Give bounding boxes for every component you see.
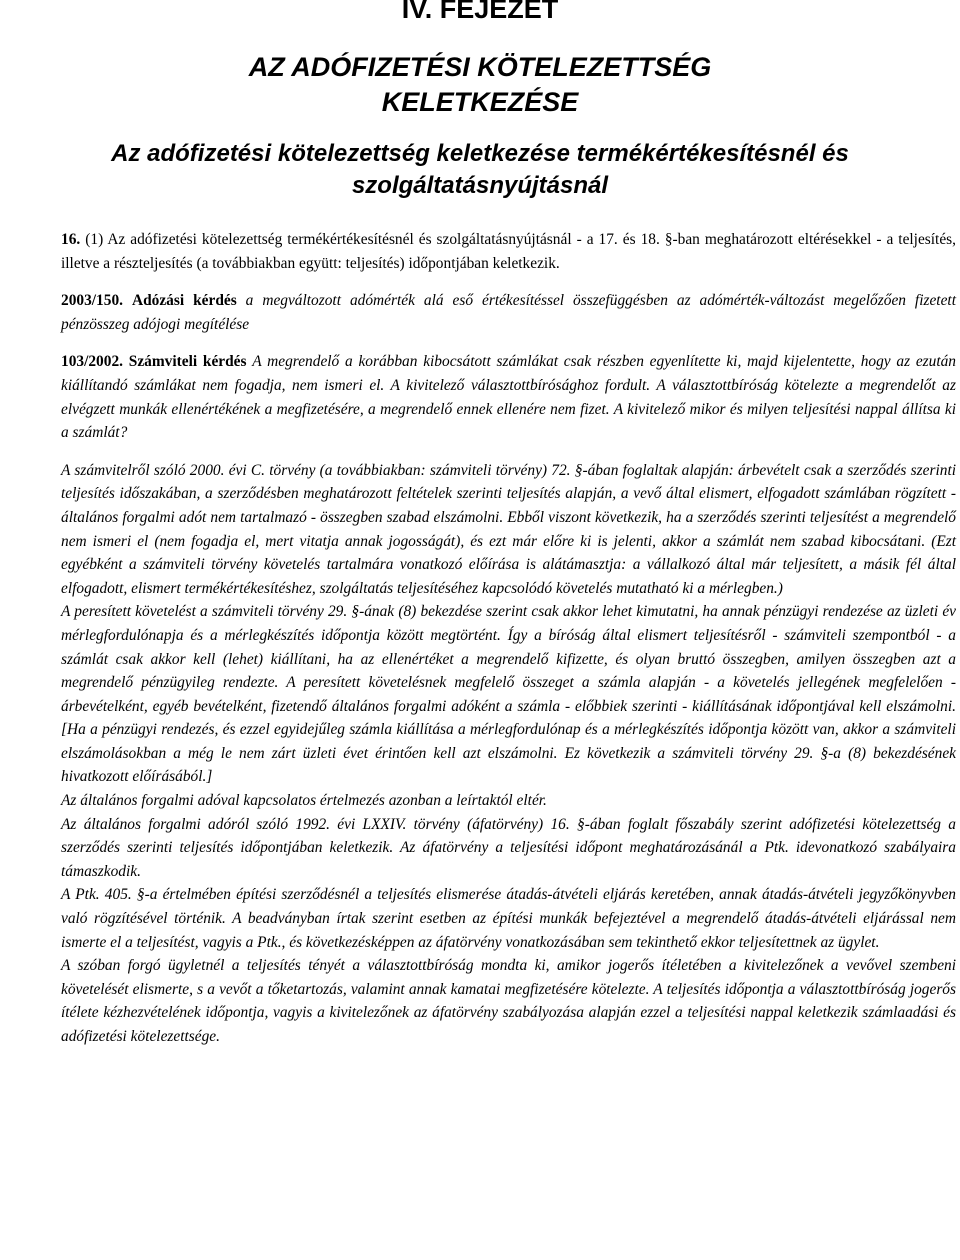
case-label: Számviteli kérdés [128, 353, 247, 371]
case-number: 2003/150. [61, 292, 123, 310]
answer-paragraph-1: A számvitelről szóló 2000. évi C. törvény (a továbbiakban: számviteli törvény) 72. §-ában foglaltak alapján: árbevételt csak a szerződés szerinti teljesítés időszakában, a szerződésben meghatározott feltételek szerinti teljesítés alapján, a vevő által elismert, elfogadott számlában rögzített - általános forgalmi adót nem tartalmazó - összegben szabad elszámolni. Ebből viszont következik, ha a szerződés szerinti teljesítést a megrendelő nem ismeri el (nem fogadja el, mert vitatja annak jogosságát), és ezt már előre ki is jelenti, akkor a számlát nem szabad kibocsátani. (Ezt egyébként a számviteli törvény követelés tartalmára vonatkozó előírása is alátámasztja: a vállalkozó által már teljesített, a másik fél által elfogadott, elismert termékértékesítéshez, szolgáltatás teljesítéséhez kapcsolódó követelés mutatható ki a mérlegben.) [61, 461, 956, 597]
case-text: a megváltozott adómérték alá eső értékesítéssel összefüggésben az adómérték-változást megelőzően fizetett pénzösszeg adójogi megítélése [61, 292, 956, 333]
chapter-title [0, 50, 960, 120]
answer-paragraph-2: A peresített követelést a számviteli törvény 29. §-ának (8) bekezdése szerint csak akkor lehet kimutatni, ha annak pénzügyi rendezése az üzleti év mérlegfordulónapja és a mérlegkészítés időpontja között megtörtént. Így a bíróság által elismert teljesítésről - számviteli szempontból - a számlát csak akkor kell (lehet) kiállítani, ha az ellenértéket a megrendelő kifizette, és olyan bruttó összegben, amilyen összegben azt a megrendelő pénzügyileg rendezte. A peresített követelésnek megfelelő összeget a számla alapján - a követelés jellegének megfelelően - árbevételként, egyéb bevételként, fizetendő általános forgalmi adóként a számla - előbbiek szerinti - kiállításának időpontjával kell elszámolni. [Ha a pénzügyi rendezés, és ezzel egyidejűleg számla kiállítása a mérlegfordulónap és a mérlegkészítés időpontja között van, akkor a számviteli elszámolásokban a még le nem zárt üzleti évet érintően kell azt elszámolni. Ez következik a számviteli törvény 29. §-a (8) bekezdésének hivatkozott előírásából.] [61, 603, 956, 786]
answer-paragraph-5: A Ptk. 405. §-a értelmében építési szerződésnél a teljesítés elismerése átadás-átvételi eljárás keretében, annak átadás-átvételi jegyzőkönyvben való rögzítésével történik. A beadványban írtak szerint esetben az építési munkák befejeztével a megrendelő átadás-átvételi eljárással nem ismerte el a teljesítést, vagyis a Ptk., és következésképpen az áfatörvény vonatkozásában sem tekinthető ekkor teljesítettnek az ügylet. [61, 886, 956, 951]
section-subtitle-line-1: Az adófizetési kötelezettség keletkezése termékértékesítésnél és [111, 140, 849, 167]
case-question: A megrendelő a korábban kibocsátott számlákat csak részben egyenlítette ki, majd kijelentette, hogy az ezután kiállítandó számlákat nem fogadja, nem ismeri el. A kivitelező választottbírósághoz fordult. A választottbíróság kötelezte a megrendelőt az elvégzett munkák ellenértékének a megfizetésére, a megrendelő ennek ellenére nem fizet. A kivitelező mikor és milyen teljesítési nappal állítsa ki a számlát? [61, 353, 956, 442]
section-16-text: (1) Az adófizetési kötelezettség termékértékesítésnél és szolgáltatásnyújtásnál - a 17. és 18. §-ban meghatározott eltérésekkel - a teljesítés, illetve a részteljesítés (a továbbiakban együtt: teljesítés) időpontjában keletkezik. [61, 231, 956, 272]
document-body [61, 228, 956, 1049]
answer-paragraph-4: Az általános forgalmi adóról szóló 1992. évi LXXIV. törvény (áfatörvény) 16. §-ában foglalt főszabály szerint adófizetési kötelezettség a szerződés szerinti teljesítés időpontjában keletkezik. Az áfatörvény a teljesítési időpont meghatározásánál a Ptk. idevonatkozó szabályaira támaszkodik. [61, 815, 956, 880]
chapter-title-line-2: KELETKEZÉSE [381, 87, 579, 117]
chapter-heading: IV. FEJEZET [401, 0, 559, 24]
case-2003-150 [61, 289, 956, 336]
case-label: Adózási kérdés [131, 292, 237, 310]
section-number: 16. [61, 231, 81, 248]
section-subtitle-line-2: szolgáltatásnyújtásnál [351, 172, 609, 199]
section-subtitle [0, 138, 960, 202]
section-16-paragraph [61, 228, 956, 275]
chapter-title-line-1: AZ ADÓFIZETÉSI KÖTELEZETTSÉG [248, 52, 712, 82]
case-103-2002 [61, 350, 956, 444]
answer-paragraph-3: Az általános forgalmi adóval kapcsolatos értelmezés azonban a leírtaktól eltér. [61, 792, 547, 810]
answer-paragraph-6: A szóban forgó ügyletnél a teljesítés tényét a választottbíróság mondta ki, amikor jogerős ítéletében a kivitelezőnek a vevővel szembeni követelését elismerte, s a vevőt a tőketartozás, valamint annak kamatai megfizetésére kötelezte. A teljesítés időpontja a választottbíróság jogerős ítélete kézhezvételének időpontja, vagyis a kivitelezőnek az áfatörvény szabályozása alapján ezzel a teljesítési nappal keletkezik számlaadási és adófizetési kötelezettsége. [61, 957, 956, 1045]
case-number: 103/2002. [61, 353, 123, 371]
